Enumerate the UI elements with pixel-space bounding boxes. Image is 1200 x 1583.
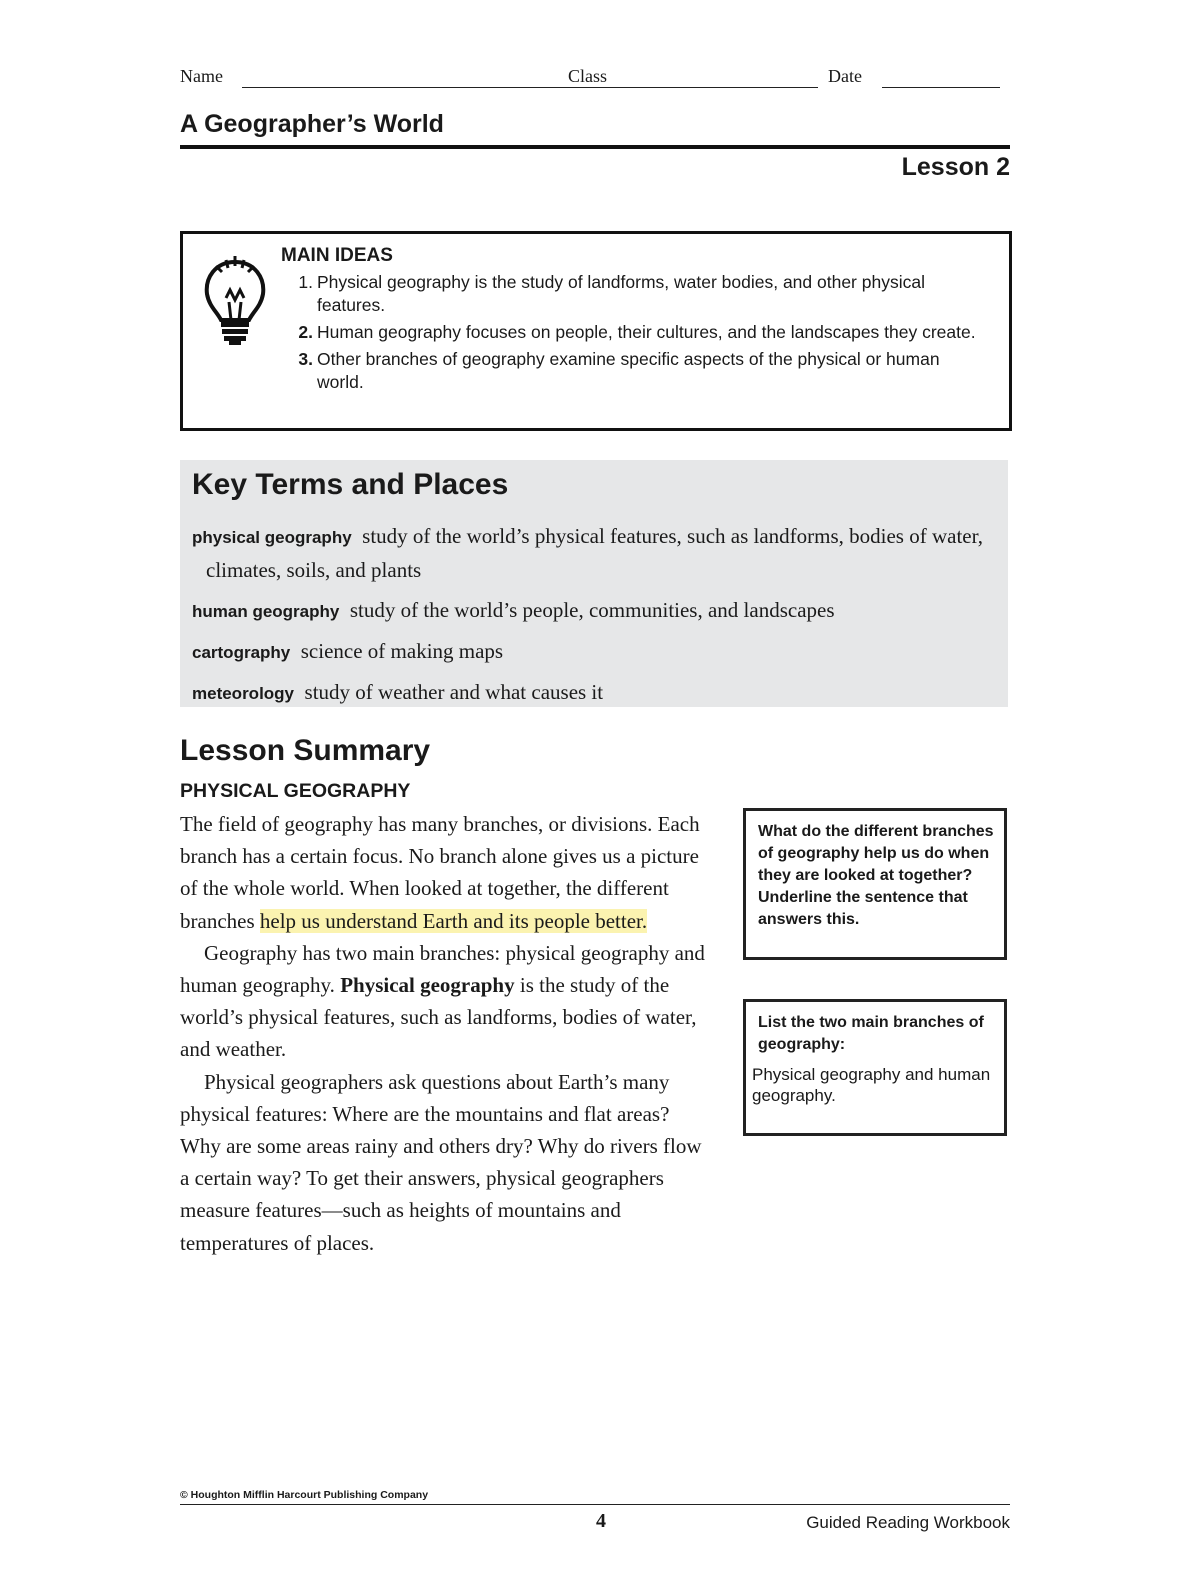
main-ideas-heading: MAIN IDEAS — [281, 245, 393, 266]
lesson-summary-title: Lesson Summary — [180, 734, 431, 767]
footer-divider — [180, 1504, 1010, 1505]
class-field[interactable] — [622, 87, 818, 88]
paragraph-1: The field of geography has many branches, or divisions. Each branch has a certain focus. No branch alone gives us a picture of the whole world. When looked at together, the different branches help us understand Earth and its people better. — [180, 812, 700, 933]
key-term: physical geography — [192, 528, 352, 547]
summary-body — [180, 808, 710, 1259]
key-term-definition: science of making maps — [300, 639, 504, 663]
key-term-definition: study of weather and what causes it — [304, 680, 604, 704]
title-divider — [180, 145, 1010, 149]
highlighted-answer[interactable]: help us understand Earth and its people better. — [259, 908, 648, 933]
paragraph-2: Geography has two main branches: physical geography and human geography. Physical geography is the study of the world’s physical features, such as landforms, bodies of water, and weather. — [180, 940, 705, 1062]
key-terms-title: Key Terms and Places — [192, 468, 509, 501]
class-label: Class — [568, 66, 608, 86]
student-info-header — [180, 66, 1010, 96]
main-idea-number: 3. — [298, 349, 313, 369]
sidebar-answer-box[interactable] — [743, 999, 1007, 1136]
section-heading: PHYSICAL GEOGRAPHY — [180, 780, 411, 802]
key-term-item — [192, 676, 984, 710]
main-idea-item — [281, 348, 979, 394]
name-label: Name — [180, 66, 223, 86]
lesson-label: Lesson 2 — [901, 153, 1010, 181]
main-idea-text: Other branches of geography examine specific aspects of the physical or human world. — [317, 349, 940, 392]
main-idea-item — [281, 271, 979, 317]
workbook-name: Guided Reading Workbook — [806, 1513, 1010, 1532]
copyright: © Houghton Mifflin Harcourt Publishing Company — [180, 1489, 429, 1501]
sidebar-question-box — [743, 808, 1007, 960]
sidebar-answer[interactable]: Physical geography and human geography. — [752, 1065, 991, 1105]
sidebar-question: What do the different branches of geography help us do when they are looked at together? Underline the sentence that answers this. — [758, 823, 994, 928]
key-term: cartography — [192, 643, 291, 662]
date-field[interactable] — [882, 87, 1000, 88]
page-number: 4 — [596, 1510, 606, 1532]
key-term-definition: study of the world’s physical features, such as landforms, bodies of water, climates, soils, and plants — [206, 524, 984, 582]
key-term: meteorology — [192, 684, 295, 703]
key-term-item — [192, 635, 984, 669]
main-idea-text: Human geography focuses on people, their cultures, and the landscapes they create. — [317, 322, 976, 342]
main-idea-item — [281, 321, 979, 344]
key-terms-box — [180, 460, 1008, 707]
key-term: human geography — [192, 602, 340, 621]
paragraph-3: Physical geographers ask questions about Earth’s many physical features: Where are the mountains and flat areas? Why are some areas rainy and others dry? Why do rivers flow a certain way? To get their answers, physical geographers measure features—such as heights of mountains and temperatures of places. — [180, 1069, 702, 1255]
sidebar-question: List the two main branches of geography: — [758, 1014, 984, 1053]
key-term-item — [192, 594, 984, 628]
main-idea-text: Physical geography is the study of landforms, water bodies, and other physical features. — [317, 272, 925, 315]
main-ideas-box — [180, 231, 1012, 431]
key-term-definition: study of the world’s people, communities, and landscapes — [349, 598, 835, 622]
key-term-item — [192, 520, 984, 587]
lightbulb-icon — [195, 248, 275, 348]
main-idea-number: 1. — [298, 272, 313, 292]
date-label: Date — [828, 66, 862, 86]
main-idea-number: 2. — [298, 322, 313, 342]
chapter-title: A Geographer’s World — [180, 110, 444, 138]
bold-term: Physical geography — [340, 973, 515, 998]
